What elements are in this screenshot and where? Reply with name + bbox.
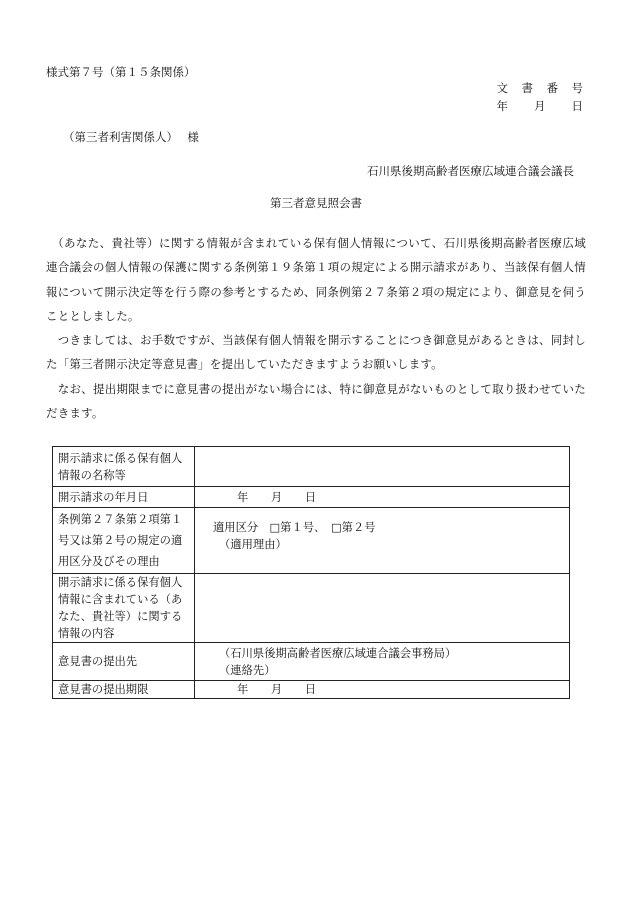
row-label-submission-deadline: 意見書の提出期限 [53, 681, 195, 699]
row-label-submission-destination: 意見書の提出先 [53, 643, 195, 681]
table-row [53, 508, 570, 574]
category-options: 適用区分 □第１号、 □第２号 [213, 520, 376, 534]
information-table [52, 446, 570, 699]
row-value-info-name [195, 447, 570, 487]
reason-label: （適用理由） [219, 537, 287, 551]
document-date-label: 年 月 日 [496, 99, 584, 113]
row-value-request-date: 年 月 日 [195, 487, 570, 508]
table-row [53, 643, 570, 681]
destination-office: （石川県後期高齢者医療広域連合議会事務局） [219, 646, 457, 660]
row-value-submission-deadline: 年 月 日 [195, 681, 570, 699]
table-row [53, 574, 570, 643]
row-value-info-content [195, 574, 570, 643]
row-value-applicable-category [195, 508, 570, 574]
document-number-label: 文 書 番 号 [496, 81, 584, 95]
body-paragraph-2: つきましては、お手数ですが、当該保有個人情報を開示することにつき御意見があるときは、同封した「第三者開示決定等意見書」を提出していただきますようお願いします。 [46, 333, 586, 372]
form-label: 様式第７号（第１５条関係） [46, 65, 196, 79]
table-row [53, 447, 570, 487]
row-label-info-content: 開示請求に係る保有個人情報に含まれている（あなた、貴社等）に関する情報の内容 [53, 574, 195, 643]
contact-label: （連絡先） [219, 663, 276, 677]
body-paragraph-1: （あなた、貴社等）に関する情報が含まれている保有個人情報について、石川県後期高齢者医療広域連合議会の個人情報の保護に関する条例第１９条第１項の規定による開示請求があり、当該保有個人情報について開示決定等を行う際の参考とするため、同条例第２７条第２項の規定により、御意見を伺うこととしました。 [46, 236, 586, 323]
row-label-applicable-category: 条例第２７条第２項第１号又は第２号の規定の適用区分及びその理由 [53, 508, 195, 574]
document-title: 第三者意見照会書 [270, 196, 362, 210]
row-label-info-name: 開示請求に係る保有個人情報の名称等 [53, 447, 195, 487]
table-row [53, 487, 570, 508]
table-row [53, 681, 570, 699]
row-value-submission-destination [195, 643, 570, 681]
row-label-request-date: 開示請求の年月日 [53, 487, 195, 508]
body-paragraph-3: なお、提出期限までに意見書の提出がない場合には、特に御意見がないものとして取り扱わせていただきます。 [46, 382, 586, 421]
addressee: （第三者利害関係人） 様 [63, 130, 199, 144]
sender: 石川県後期高齢者医療広域連合議会議長 [367, 164, 574, 178]
